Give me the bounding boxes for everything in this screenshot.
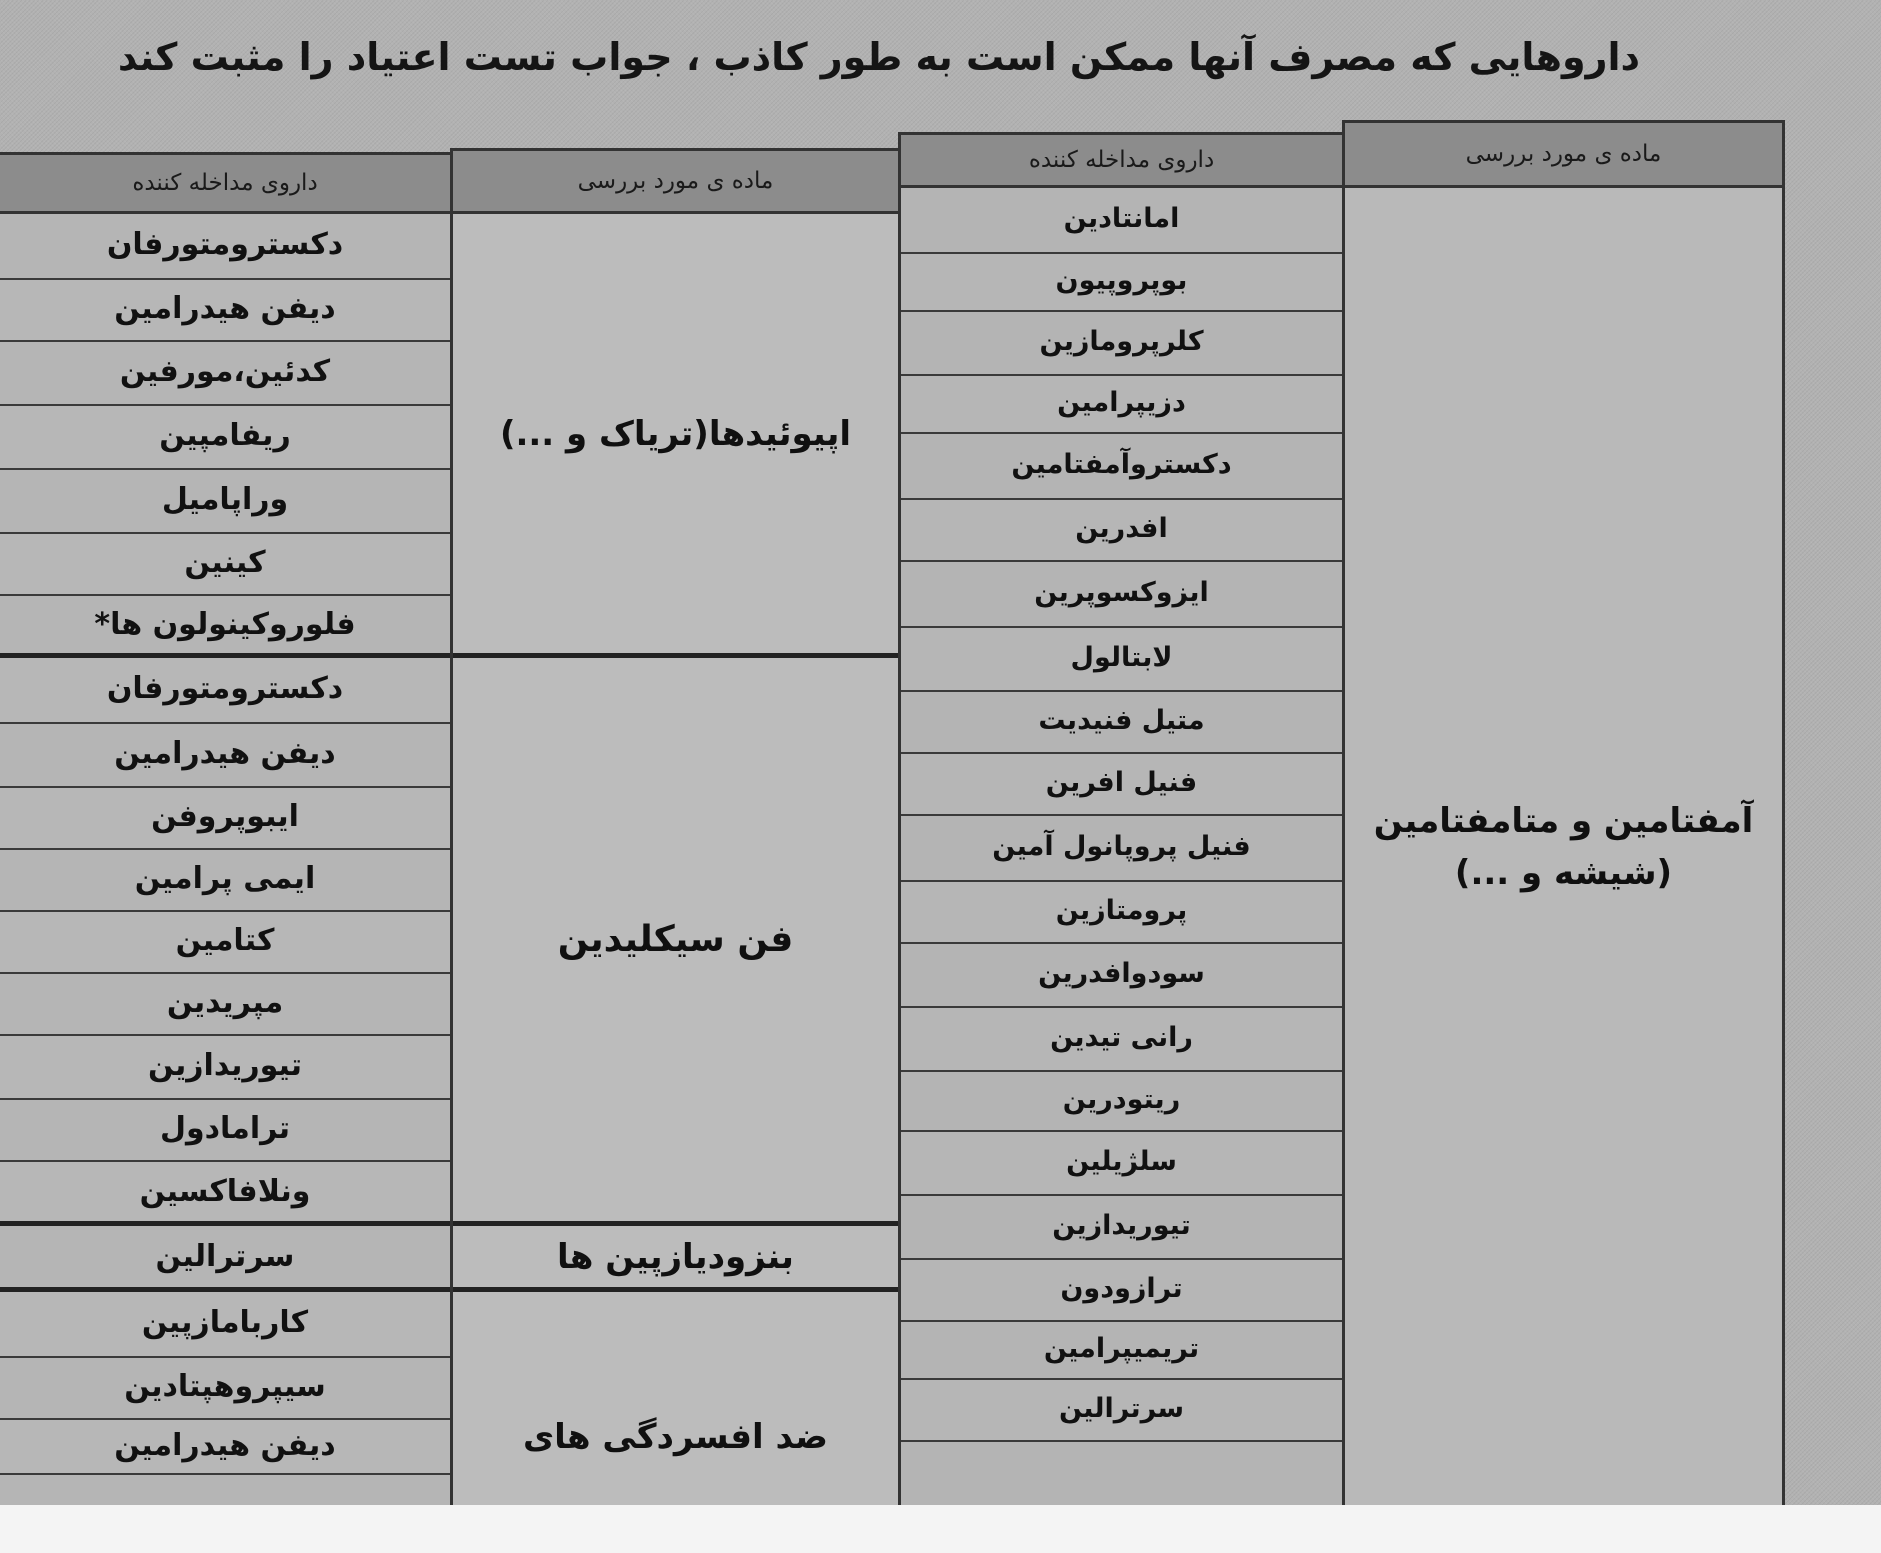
left-drug-cell: فلوروکینولون ها* — [0, 596, 450, 658]
right-drug-cell: دزیپرامین — [901, 376, 1342, 434]
left-drug-cell: ترامادول — [0, 1100, 450, 1162]
left-substance-cell: بنزودیازپین ها — [453, 1226, 898, 1292]
left-drug-cell: سیپروهپتادین — [0, 1358, 450, 1420]
right-drug-cell: تریمیپرامین — [901, 1322, 1342, 1380]
right-drug-cell: دکستروآمفتامین — [901, 434, 1342, 500]
right-drug-header: داروی مداخله کننده — [901, 132, 1342, 188]
right-substance-line1: آمفتامین و متامفتامین — [1373, 800, 1754, 841]
left-substance-header: ماده ی مورد بررسی — [453, 148, 898, 214]
left-substance-cell: ضد افسردگی های — [453, 1292, 898, 1475]
right-drug-cell: لابتالول — [901, 628, 1342, 692]
right-drug-cell: فنیل پروپانول آمین — [901, 816, 1342, 882]
right-drug-cell: ایزوکسوپرین — [901, 562, 1342, 628]
right-substance-header: ماده ی مورد بررسی — [1345, 120, 1782, 188]
left-drug-cell: کدئین،مورفین — [0, 342, 450, 406]
right-drug-cell: سلژیلین — [901, 1132, 1342, 1196]
left-substance-cell: اپیوئیدها(تریاک و ...) — [453, 214, 898, 658]
page-bottom-margin — [0, 1505, 1881, 1553]
left-drug-cell: ریفامپین — [0, 406, 450, 470]
right-drug-cell: سودوافدرین — [901, 944, 1342, 1008]
right-drug-column — [898, 132, 1345, 1505]
right-substance-column — [1342, 120, 1785, 1505]
right-drug-cell: ریتودرین — [901, 1072, 1342, 1132]
right-drug-cell: سرترالین — [901, 1380, 1342, 1442]
left-drug-cell: دیفن هیدرامین — [0, 724, 450, 788]
right-drug-cell: پرومتازین — [901, 882, 1342, 944]
left-drug-header: داروی مداخله کننده — [0, 152, 450, 214]
left-drug-cell: وراپامیل — [0, 470, 450, 534]
right-drug-cell: فنیل افرین — [901, 754, 1342, 816]
page-title: داروهایی که مصرف آنها ممکن است به طور کاذب ، جواب تست اعتیاد را مثبت کند — [117, 35, 1640, 79]
right-drug-cell: کلرپرومازین — [901, 312, 1342, 376]
left-drug-cell: کتامین — [0, 912, 450, 974]
left-substance-column — [450, 148, 901, 1505]
left-drug-cell: سرترالین — [0, 1226, 450, 1292]
right-drug-cell: رانی تیدین — [901, 1008, 1342, 1072]
left-drug-cell: ونلافاکسین — [0, 1162, 450, 1226]
right-drug-cell: ترازودون — [901, 1260, 1342, 1322]
left-drug-cell: دکسترومتورفان — [0, 658, 450, 724]
left-drug-cell: ایمی پرامین — [0, 850, 450, 912]
left-drug-column — [0, 152, 453, 1505]
left-drug-cell: دیفن هیدرامین — [0, 280, 450, 342]
right-substance-line2: (شیشه و ...) — [1454, 852, 1673, 893]
left-drug-cell: دیفن هیدرامین — [0, 1420, 450, 1475]
right-drug-cell: بوپروپیون — [901, 254, 1342, 312]
left-substance-cell: فن سیکلیدین — [453, 658, 898, 1226]
left-drug-cell: دکسترومتورفان — [0, 214, 450, 280]
right-substance-cell — [1345, 188, 1782, 1505]
left-drug-cell: کینین — [0, 534, 450, 596]
left-drug-cell: ایبوپروفن — [0, 788, 450, 850]
right-drug-cell: افدرین — [901, 500, 1342, 562]
left-drug-cell: مپریدین — [0, 974, 450, 1036]
left-drug-cell: کاربامازپین — [0, 1292, 450, 1358]
right-drug-cell: امانتادین — [901, 188, 1342, 254]
right-drug-cell: متیل فنیدیت — [901, 692, 1342, 754]
left-drug-cell: تیوریدازین — [0, 1036, 450, 1100]
right-drug-cell: تیوریدازین — [901, 1196, 1342, 1260]
